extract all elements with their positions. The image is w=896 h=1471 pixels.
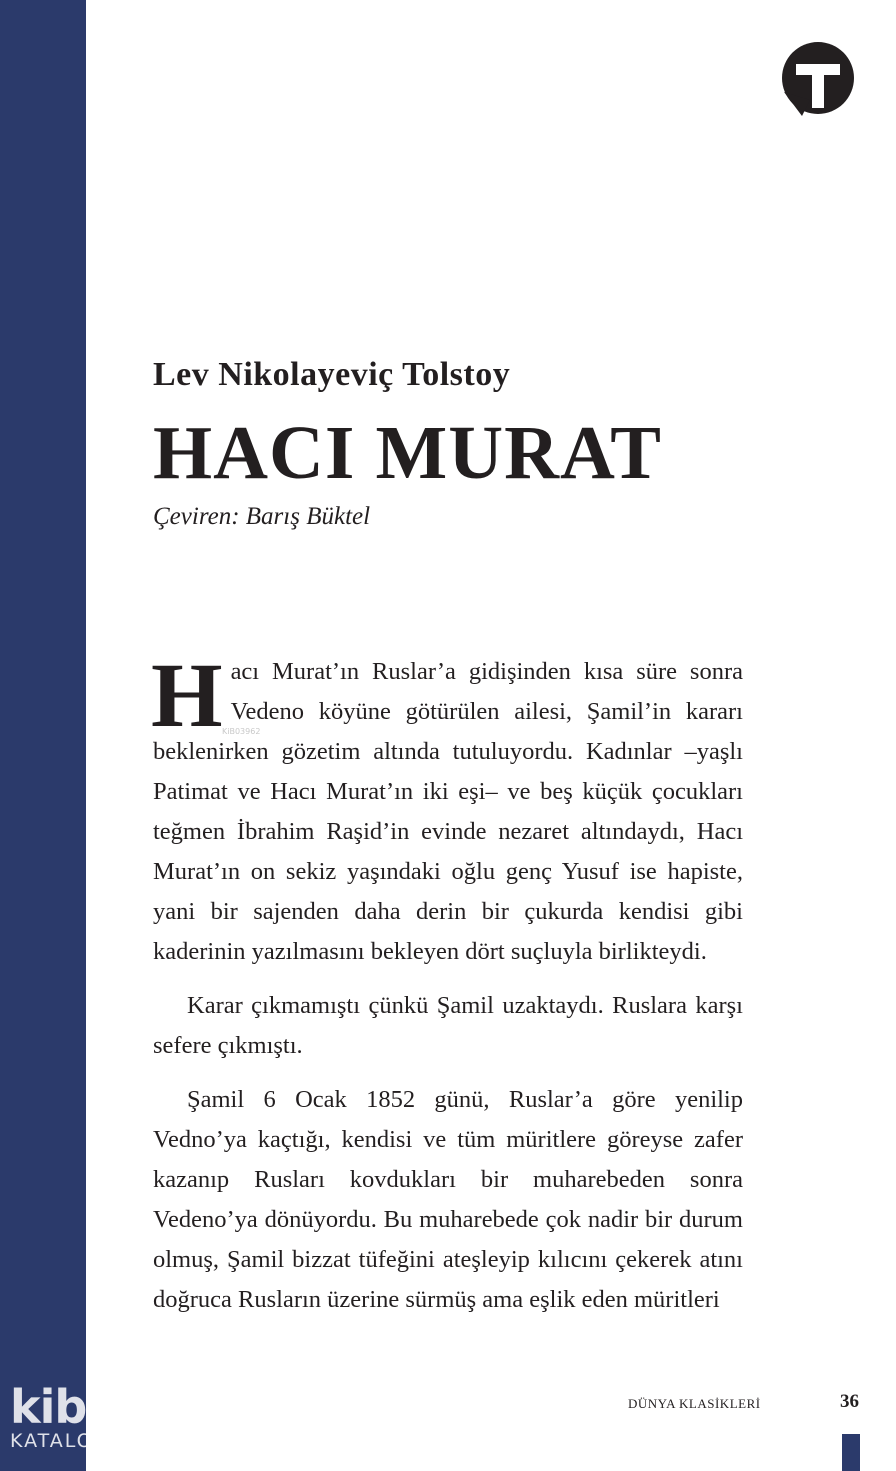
paragraph-1: Hacı Murat’ın Ruslar’a gidişinden kısa süre sonra Vedeno köyüne götürülen ailesi, Şamil’in kararı beklenirken gözetim altında tutuluyordu. Kadınlar –yaşlı Patimat ve Hacı Murat’ın iki eşi– ve beş küçük çocukları teğmen İbrahim Raşid’in evinde nezaret altındaydı, Hacı Murat’ın on sekiz yaşındaki oğlu genç Yusuf ise hapiste, yani bir sajenden daha derin bir çukurda kendisi gibi kaderinin yazılmasını bekleyen dört suçluyla birlikteydi. xyxy=(151,644,743,965)
kib-logo-text: kib xyxy=(10,1380,87,1434)
katalog-logo-text: KATALOG xyxy=(10,1430,111,1452)
watermark-code: KiB03962 xyxy=(222,727,261,736)
paragraph-2: Karar çıkmamıştı çünkü Şamil uzaktaydı. Ruslara karşı sefere çıkmıştı. xyxy=(153,992,743,1059)
body-text xyxy=(151,644,743,1334)
kib-katalog-logo xyxy=(10,1380,111,1452)
author-name: Lev Nikolayeviç Tolstoy xyxy=(153,356,511,393)
page-number: 36 xyxy=(840,1391,859,1412)
blue-spine-band xyxy=(0,0,86,1471)
drop-cap: H xyxy=(151,644,223,746)
publisher-t-logo-icon xyxy=(780,42,856,116)
corner-bar xyxy=(842,1434,860,1471)
series-label: DÜNYA KLASİKLERİ xyxy=(628,1396,761,1411)
paragraph-3: Şamil 6 Ocak 1852 günü, Ruslar’a göre yenilip Vedno’ya kaçtığı, kendisi ve tüm müritlere göreyse zafer kazanıp Rusları kovdukları bir muharebeden sonra Vedeno’ya dönüyordu. Bu muharebede çok nadir bir durum olmuş, Şamil bizzat tüfeğini ateşleyip kılıcını çekerek atını doğruca Rusların üzerine sürmüş ama eşlik eden müritleri xyxy=(153,1086,743,1313)
translator-credit: Çeviren: Barış Büktel xyxy=(153,503,371,530)
book-title: HACI MURAT xyxy=(153,411,662,495)
